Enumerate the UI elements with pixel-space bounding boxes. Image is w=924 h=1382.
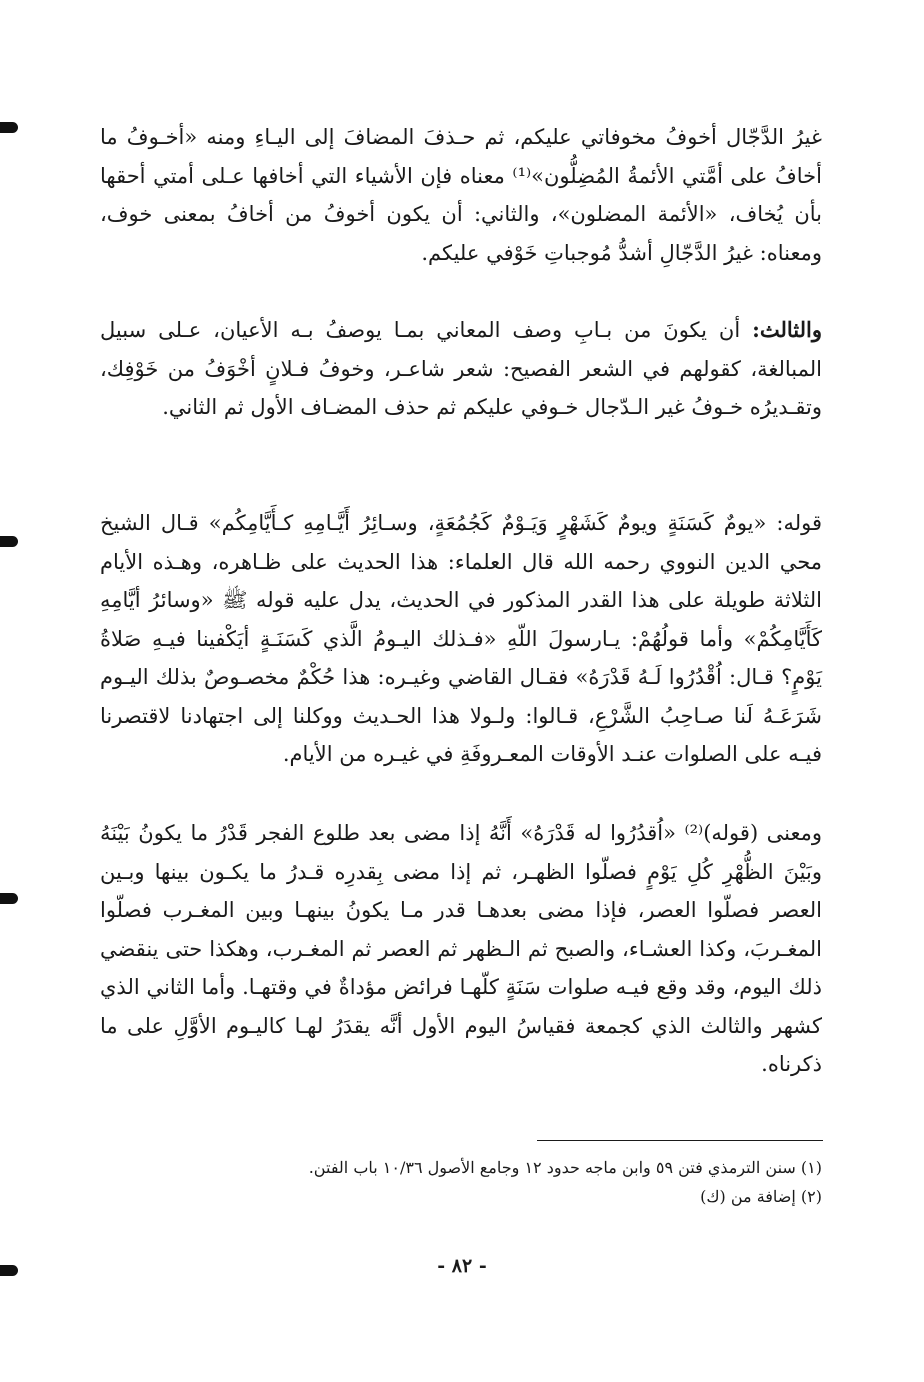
scan-edge-mark bbox=[0, 536, 18, 547]
body-paragraph-4: ومعنى (قوله)⁽²⁾ «اُقدُرُوا له قَدْرَهُ» أَنَّهُ إذا مضى بعد طلوع الفجر قَدْرُ ما يكونُ بَيْنَهُ وبَيْنَ الظُّهْرِ كُلِ يَوْمٍ فصلّوا الظهـر، ثم إذا مضى بِقدرِه قـدرُ ما يكـون بينها وبـين العصر فصلّوا العصر، فإذا مضى بعدهـا قدر مـا يكونُ بينهـا وبين المغـرب فصلّوا المغـربَ، وكذا العشـاء، والصبح ثم الـظهر ثم العصر ثم المغـرب، وهكذا حتى ينقضي ذلك اليوم، وقد وقع فيـه صلوات سَنَةٍ كلّهـا فرائض مؤداةٌ في وقتهـا. وأما الثاني الذي كشهر والثالث الذي كجمعة فقياسُ اليوم الأول أنَّه يقدَرُ لهـا كاليـوم الأوَّلِ على ما ذكرناه. bbox=[100, 821, 823, 1076]
scan-edge-mark bbox=[0, 122, 18, 133]
body-paragraph-3: قوله: «يومٌ كَسَنَةٍ ويومٌ كَشَهْرٍ وَيَـوْمٌ كَجُمُعَةٍ، وسـائِرُ أَيَّـامِهِ كـأَيَّامِكُم» قـال الشيخ محي الدين النووي رحمه الله قال العلماء: هذا الحديث على ظـاهره، وهـذه الأيام الثلاثة طويلة على هذا القدر المذكور في الحديث، يدل عليه قوله ﷺ «وسائرُ أيَّامِهِ كَأَيَّامِكُمْ» وأما قولُهُمْ: يـارسولَ اللّهِ «فـذلك اليـومُ الَّذي كَسَنَـةٍ أيَكْفينا فيـهِ صَلاةُ يَوْمٍ؟ قـال: اُقْدُرُوا لَـهُ قَدْرَهُ» فقـال القاضي وغيـره: هذا حُكْمٌ مخصـوصٌ بذلك اليـوم شَرَعَـهُ لَنا صـاحِبُ الشَّرْعِ، قـالوا: ولـولا هذا الحـديث ووكلنا إلى اجتهادنا لاقتصرنا فيـه على الصلوات عنـد الأوقات المعـروفَةِ في غيـره من الأيام. bbox=[100, 511, 822, 766]
body-paragraph-2 bbox=[100, 311, 822, 427]
footnote-2: (٢) إضافة من (ك) bbox=[700, 1187, 822, 1206]
body-paragraph-1: غيرُ الدَّجّال أخوفُ مخوفاتي عليكم، ثم حـذفَ المضافَ إلى اليـاءِ ومنه «أخـوفُ ما أخافُ على أمَّتي الأئمةُ المُضِلُّون»⁽¹⁾ معناه فإن الأشياء التي أخافها عـلى أمتي أحقها بأن يُخاف، «الأئمة المضلون»، والثاني: أن يكون أخوفُ من أخافُ بمعنى خوف، ومعناه: غيرُ الدَّجّالِ أشدُّ مُوجباتِ خَوْفي عليكم. bbox=[100, 125, 822, 265]
page-number: - ٨٢ - bbox=[437, 1255, 487, 1277]
footnote-1: (١) سنن الترمذي فتن ٥٩ وابن ماجه حدود ١٢ وجامع الأصول ١٠/٣٦ باب الفتن. bbox=[308, 1158, 822, 1177]
paragraph-text: أن يكونَ من بـابِ وصف المعاني بمـا يوصفُ بـه الأعيان، عـلى سبيل المبالغة، كقولهم في الشعر الفصيح: شعر شاعـر، وخوفُ فـلانٍ أخْوَفُ من خَوْفِك، وتقـديرُه خـوفُ غير الـدّجال خـوفي عليكم ثم حذف المضـاف الأول ثم الثاني. bbox=[100, 318, 822, 419]
footnotes bbox=[100, 1153, 822, 1211]
scan-edge-mark bbox=[0, 1265, 18, 1276]
paragraph-lead-word: والثالث: bbox=[752, 317, 822, 342]
scan-edge-mark bbox=[0, 893, 18, 904]
footnote-divider bbox=[537, 1140, 823, 1141]
